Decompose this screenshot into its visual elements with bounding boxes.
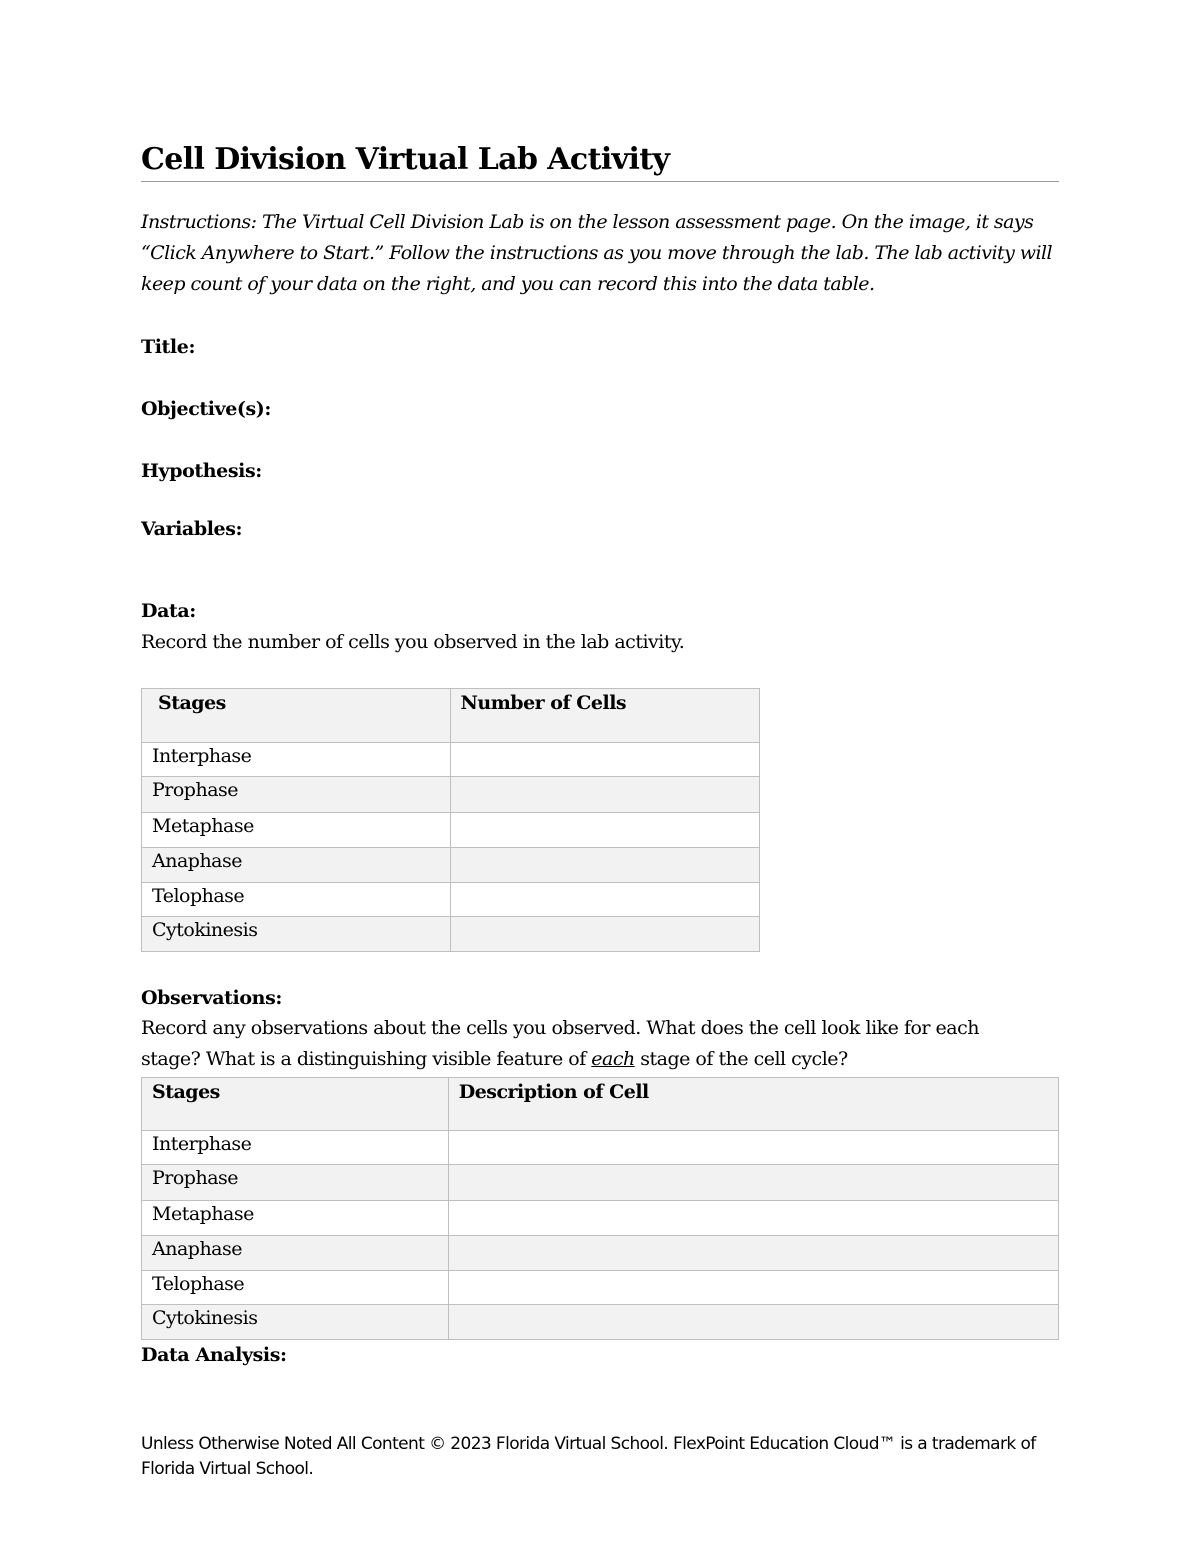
observations-table-header-description: Description of Cell xyxy=(448,1078,1058,1131)
cell-description-input[interactable] xyxy=(448,1305,1058,1340)
cell-count-input[interactable] xyxy=(450,743,759,777)
stage-name-cell: Cytokinesis xyxy=(142,917,451,952)
stage-name-cell: Telophase xyxy=(142,883,451,917)
table-row xyxy=(142,743,760,777)
cell-count-input[interactable] xyxy=(450,848,759,883)
data-table-header-row xyxy=(142,689,760,743)
table-row xyxy=(142,917,760,952)
cell-description-input[interactable] xyxy=(448,1271,1058,1305)
cell-count-input[interactable] xyxy=(450,917,759,952)
observations-text-part: Record any observations about the cells you observed. What does the cell look like for each stage? What is a distinguishing visible feature of xyxy=(141,1017,979,1070)
observations-section-text xyxy=(141,1013,1041,1075)
copyright-footer: Unless Otherwise Noted All Content © 2023 Florida Virtual School. FlexPoint Education Cloud™ is a trademark of Florida Virtual School. xyxy=(141,1434,1036,1479)
cell-description-input[interactable] xyxy=(448,1201,1058,1236)
cell-description-input[interactable] xyxy=(448,1131,1058,1165)
data-section-label: Data: xyxy=(141,600,196,622)
title-divider xyxy=(141,181,1059,182)
instructions-text: Instructions: The Virtual Cell Division Lab is on the lesson assessment page. On the image, it says “Click Anywhere to Start.” Follow the instructions as you move through the lab. The lab activity will keep count of your data on the right, and you can record this into the data table. xyxy=(141,211,1053,295)
observations-table-header-stages: Stages xyxy=(142,1078,449,1131)
observations-table xyxy=(141,1077,1059,1340)
table-row xyxy=(142,1165,1059,1201)
stage-name-cell: Metaphase xyxy=(142,813,451,848)
stage-name-cell: Cytokinesis xyxy=(142,1305,449,1340)
variables-field-label: Variables: xyxy=(141,518,243,540)
table-row xyxy=(142,1131,1059,1165)
cell-description-input[interactable] xyxy=(448,1165,1058,1201)
table-row xyxy=(142,1201,1059,1236)
stage-name-cell: Prophase xyxy=(142,777,451,813)
table-row xyxy=(142,1305,1059,1340)
observations-text-part: stage of the cell cycle? xyxy=(634,1048,848,1070)
data-analysis-label: Data Analysis: xyxy=(141,1344,287,1366)
data-table-header-stages: Stages xyxy=(142,689,451,743)
cell-count-input[interactable] xyxy=(450,777,759,813)
data-section-text: Record the number of cells you observed in the lab activity. xyxy=(141,631,685,653)
table-row xyxy=(142,883,760,917)
cell-count-input[interactable] xyxy=(450,883,759,917)
table-row xyxy=(142,813,760,848)
stage-name-cell: Anaphase xyxy=(142,1236,449,1271)
stage-name-cell: Prophase xyxy=(142,1165,449,1201)
hypothesis-field-label: Hypothesis: xyxy=(141,460,262,482)
stage-name-cell: Interphase xyxy=(142,1131,449,1165)
data-table-header-count: Number of Cells xyxy=(450,689,759,743)
table-row xyxy=(142,777,760,813)
title-field-label: Title: xyxy=(141,336,196,358)
objectives-field-label: Objective(s): xyxy=(141,398,271,420)
table-row xyxy=(142,848,760,883)
data-table xyxy=(141,688,760,952)
observations-table-header-row xyxy=(142,1078,1059,1131)
table-row xyxy=(142,1236,1059,1271)
stage-name-cell: Interphase xyxy=(142,743,451,777)
table-row xyxy=(142,1271,1059,1305)
document-title: Cell Division Virtual Lab Activity xyxy=(141,142,670,177)
cell-count-input[interactable] xyxy=(450,813,759,848)
observations-section-label: Observations: xyxy=(141,987,282,1009)
cell-description-input[interactable] xyxy=(448,1236,1058,1271)
stage-name-cell: Telophase xyxy=(142,1271,449,1305)
stage-name-cell: Metaphase xyxy=(142,1201,449,1236)
observations-text-emphasis: each xyxy=(591,1048,635,1070)
stage-name-cell: Anaphase xyxy=(142,848,451,883)
